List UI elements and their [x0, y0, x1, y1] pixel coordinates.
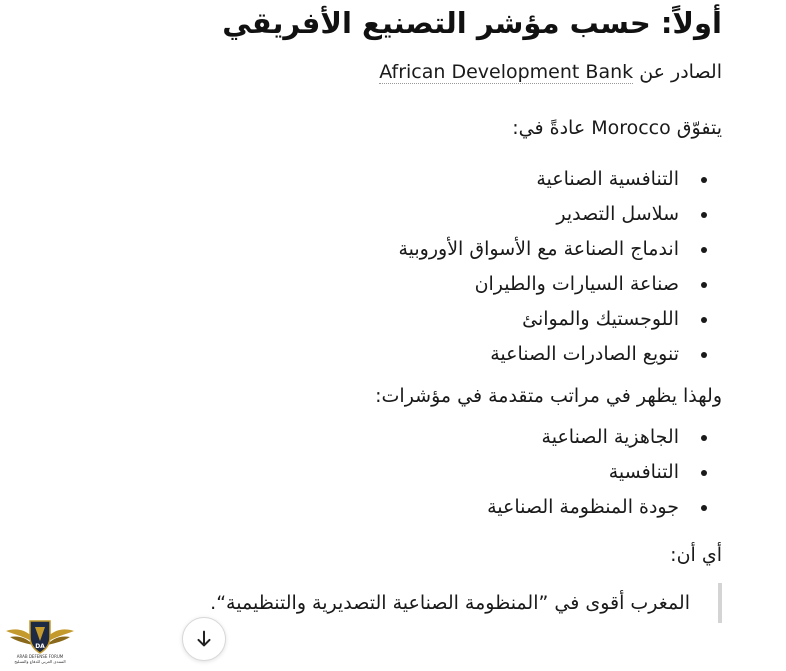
list-item: اندماج الصناعة مع الأسواق الأوروبية: [22, 232, 722, 267]
source-link[interactable]: African Development Bank: [379, 61, 634, 83]
watermark-title: ARAB DEFENSE FORUM: [16, 654, 64, 659]
watermark-text: [4, 654, 76, 664]
indices-list: [22, 420, 722, 525]
excel-intro: يتفوّق Morocco عادةً في:: [512, 117, 722, 139]
section-heading: أولاً: حسب مؤشر التصنيع الأفريقي: [222, 6, 722, 40]
source-line: [22, 58, 722, 86]
scroll-down-button[interactable]: [182, 617, 226, 661]
source-prefix: الصادر عن: [639, 61, 722, 83]
watermark-subtitle: المنتدى العربي للدفاع والتسليح: [14, 659, 66, 664]
list-item: الجاهزية الصناعية: [22, 420, 722, 455]
list-item: التنافسية: [22, 455, 722, 490]
svg-text:DA: DA: [35, 643, 45, 650]
list-item: التنافسية الصناعية: [22, 162, 722, 197]
indices-intro: ولهذا يظهر في مراتب متقدمة في مؤشرات:: [375, 385, 722, 407]
excel-list: [22, 162, 722, 372]
blockquote: المغرب أقوى في ”المنظومة الصناعية التصديرية والتنظيمية“.: [22, 583, 722, 623]
arrow-down-icon: [193, 628, 215, 650]
article-content: [22, 0, 722, 623]
list-item: صناعة السيارات والطيران: [22, 267, 722, 302]
list-item: سلاسل التصدير: [22, 197, 722, 232]
list-item: اللوجستيك والموانئ: [22, 302, 722, 337]
meaning-intro: أي أن:: [670, 544, 722, 566]
list-item: تنويع الصادرات الصناعية: [22, 337, 722, 372]
list-item: جودة المنظومة الصناعية: [22, 490, 722, 525]
